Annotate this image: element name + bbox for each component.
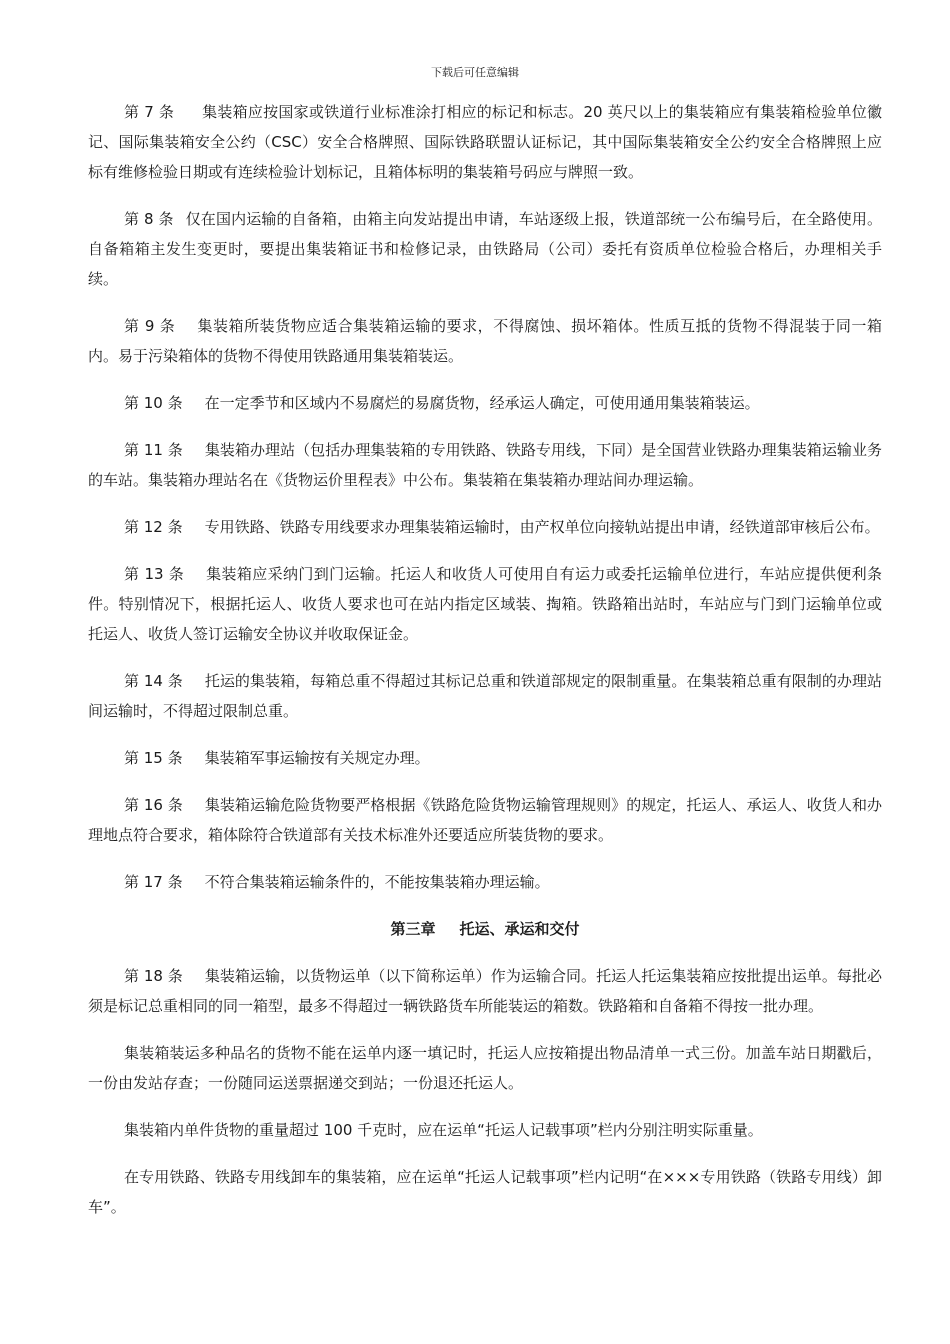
article-number: 第 9 条 (124, 317, 176, 335)
article-text: 集装箱运输，以货物运单（以下简称运单）作为运输合同。托运人托运集装箱应按批提出运单。每批必须是标记总重相同的同一箱型，最多不得超过一辆铁路货车所能装运的箱数。铁路箱和自备箱不得按一批办理。 (88, 967, 882, 1015)
chapter-heading (88, 914, 882, 944)
article-18 (88, 961, 882, 1021)
page-header: 下载后可任意编辑 (431, 66, 519, 79)
article-number: 第 15 条 (124, 749, 183, 767)
article-text: 集装箱所装货物应适合集装箱运输的要求，不得腐蚀、损坏箱体。性质互抵的货物不得混装于同一箱内。易于污染箱体的货物不得使用铁路通用集装箱装运。 (88, 317, 882, 365)
article-number: 第 18 条 (124, 967, 183, 985)
article-9 (88, 311, 882, 371)
article-number: 第 17 条 (124, 873, 183, 891)
chapter-number: 第三章 (390, 920, 436, 938)
article-number: 第 13 条 (124, 565, 185, 583)
article-text: 集装箱应采纳门到门运输。托运人和收货人可使用自有运力或委托运输单位进行，车站应提供便利条件。特别情况下，根据托运人、收货人要求也可在站内指定区域装、掏箱。铁路箱出站时，车站应与门到门运输单位或托运人、收货人签订运输安全协议并收取保证金。 (88, 565, 882, 643)
article-8 (88, 204, 882, 294)
article-16 (88, 790, 882, 850)
article-text: 在一定季节和区域内不易腐烂的易腐货物，经承运人确定，可使用通用集装箱装运。 (204, 394, 760, 412)
article-7 (88, 97, 882, 187)
article-text: 集装箱应按国家或铁道行业标准涂打相应的标记和标志。20 英尺以上的集装箱应有集装箱检验单位徽记、国际集装箱安全公约（CSC）安全合格牌照、国际铁路联盟认证标记，其中国际集装箱安全公约安全合格牌照上应标有维修检验日期或有连续检验计划标记，且箱体标明的集装箱号码应与牌照一致。 (88, 103, 882, 181)
article-12 (88, 512, 882, 542)
article-15 (88, 743, 882, 773)
article-number: 第 11 条 (124, 441, 183, 459)
article-17 (88, 867, 882, 897)
chapter-title: 托运、承运和交付 (459, 920, 580, 938)
article-number: 第 14 条 (124, 672, 183, 690)
article-10 (88, 388, 882, 418)
document-body (88, 97, 882, 1239)
article-number: 第 7 条 (124, 103, 175, 121)
article-number: 第 8 条 (124, 210, 174, 228)
article-text: 托运的集装箱，每箱总重不得超过其标记总重和铁道部规定的限制重量。在集装箱总重有限制的办理站间运输时，不得超过限制总重。 (88, 672, 882, 720)
article-text: 仅在国内运输的自备箱，由箱主向发站提出申请，车站逐级上报，铁道部统一公布编号后，在全路使用。自备箱箱主发生变更时，要提出集装箱证书和检修记录，由铁路局（公司）委托有资质单位检验合格后，办理相关手续。 (88, 210, 882, 288)
article-13 (88, 559, 882, 649)
article-number: 第 12 条 (124, 518, 183, 536)
paragraph-weight-note: 集装箱内单件货物的重量超过 100 千克时，应在运单“托运人记载事项”栏内分别注明实际重量。 (124, 1121, 763, 1139)
article-14 (88, 666, 882, 726)
paragraph-unloading-note: 在专用铁路、铁路专用线卸车的集装箱，应在运单“托运人记载事项”栏内记明“在×××专用铁路（铁路专用线）卸车”。 (88, 1168, 882, 1216)
article-11 (88, 435, 882, 495)
article-number: 第 10 条 (124, 394, 183, 412)
article-number: 第 16 条 (124, 796, 183, 814)
article-text: 不符合集装箱运输条件的，不能按集装箱办理运输。 (204, 873, 550, 891)
article-text: 集装箱办理站（包括办理集装箱的专用铁路、铁路专用线，下同）是全国营业铁路办理集装箱运输业务的车站。集装箱办理站名在《货物运价里程表》中公布。集装箱在集装箱办理站间办理运输。 (88, 441, 882, 489)
article-text: 专用铁路、铁路专用线要求办理集装箱运输时，由产权单位向接轨站提出申请，经铁道部审核后公布。 (204, 518, 880, 536)
article-text: 集装箱军事运输按有关规定办理。 (204, 749, 430, 767)
paragraph-item-list: 集装箱装运多种品名的货物不能在运单内逐一填记时，托运人应按箱提出物品清单一式三份。加盖车站日期戳后，一份由发站存查；一份随同运送票据递交到站；一份退还托运人。 (88, 1044, 882, 1092)
article-text: 集装箱运输危险货物要严格根据《铁路危险货物运输管理规则》的规定，托运人、承运人、收货人和办理地点符合要求，箱体除符合铁道部有关技术标准外还要适应所装货物的要求。 (88, 796, 882, 844)
